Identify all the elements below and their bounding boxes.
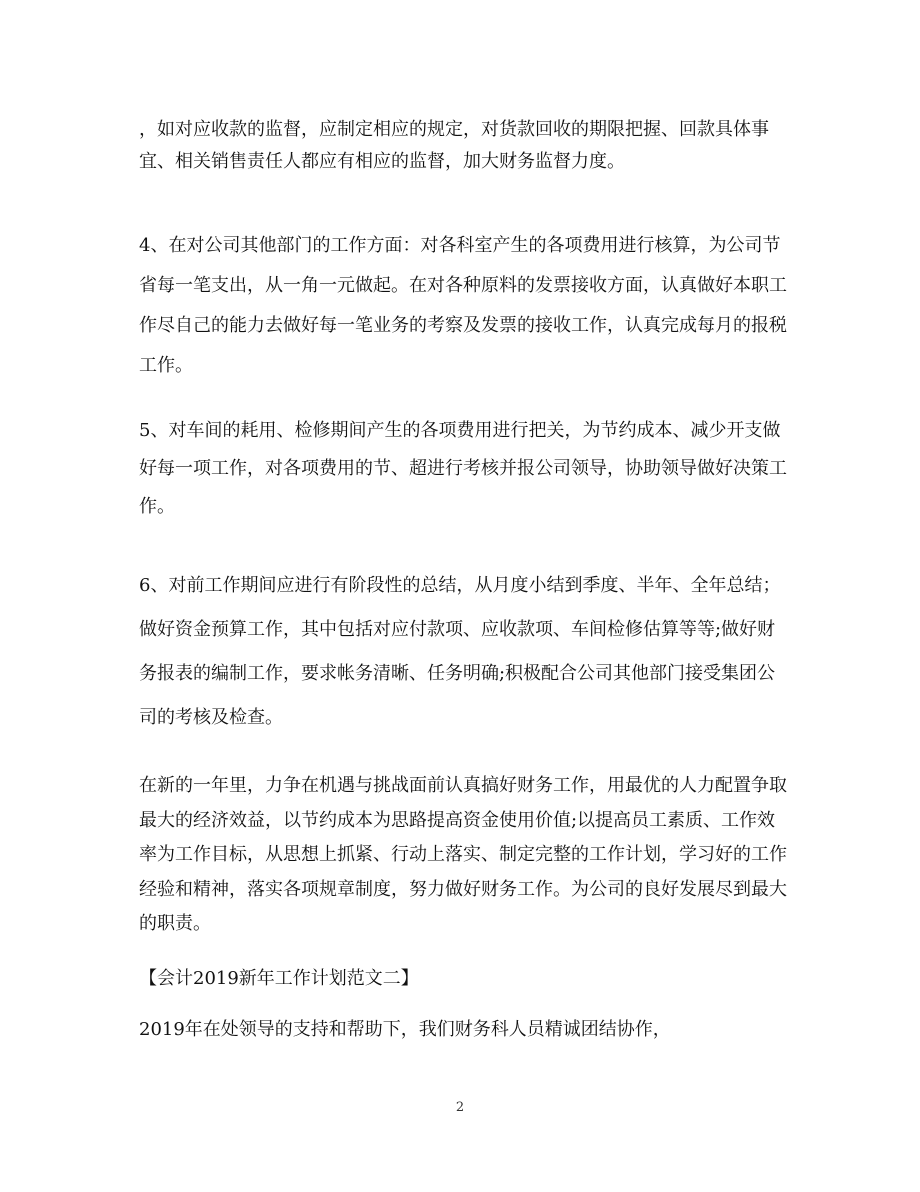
- paragraph-item-6: 6、对前工作期间应进行有阶段性的总结，从月度小结到季度、半年、全年总结；做好资金预算工作，其中包括对应付款项、应收款项、车间检修估算等等;做好财务报表的编制工作，要求帐务清晰、任务明确;积极配合公司其他部门接受集团公司的考核及检查。: [139, 575, 781, 728]
- paragraph-item-4: 4、在对公司其他部门的工作方面：对各科室产生的各项费用进行核算，为公司节省每一笔支出，从一角一元做起。在对各种原料的发票接收方面，认真做好本职工作尽自己的能力去做好每一笔业务的考察及发票的接收工作，认真完成每月的报税工作。: [139, 235, 787, 376]
- paragraph-intro: 2019年在处领导的支持和帮助下，我们财务科人员精诚团结协作，: [139, 1019, 671, 1040]
- page-number: 2: [455, 1100, 465, 1115]
- section-heading: 【会计2019新年工作计划范文二】: [139, 968, 419, 989]
- paragraph-item-5: 5、对车间的耗用、检修期间产生的各项费用进行把关，为节约成本、减少开支做好每一项工作，对各项费用的节、超进行考核并报公司领导，协助领导做好决策工作。: [139, 420, 787, 517]
- paragraph-receivables-supervision: ，如对应收款的监督，应制定相应的规定，对货款回收的期限把握、回款具体事宜、相关销售责任人都应有相应的监督，加大财务监督力度。: [139, 119, 769, 172]
- paragraph-new-year-goals: 在新的一年里，力争在机遇与挑战面前认真搞好财务工作，用最优的人力配置争取最大的经济效益，以节约成本为思路提高资金使用价值;以提高员工素质、工作效率为工作目标，从思想上抓紧、行动上落实、制定完整的工作计划，学习好的工作经验和精神，落实各项规章制度，努力做好财务工作。为公司的良好发展尽到最大的职责。: [139, 775, 787, 934]
